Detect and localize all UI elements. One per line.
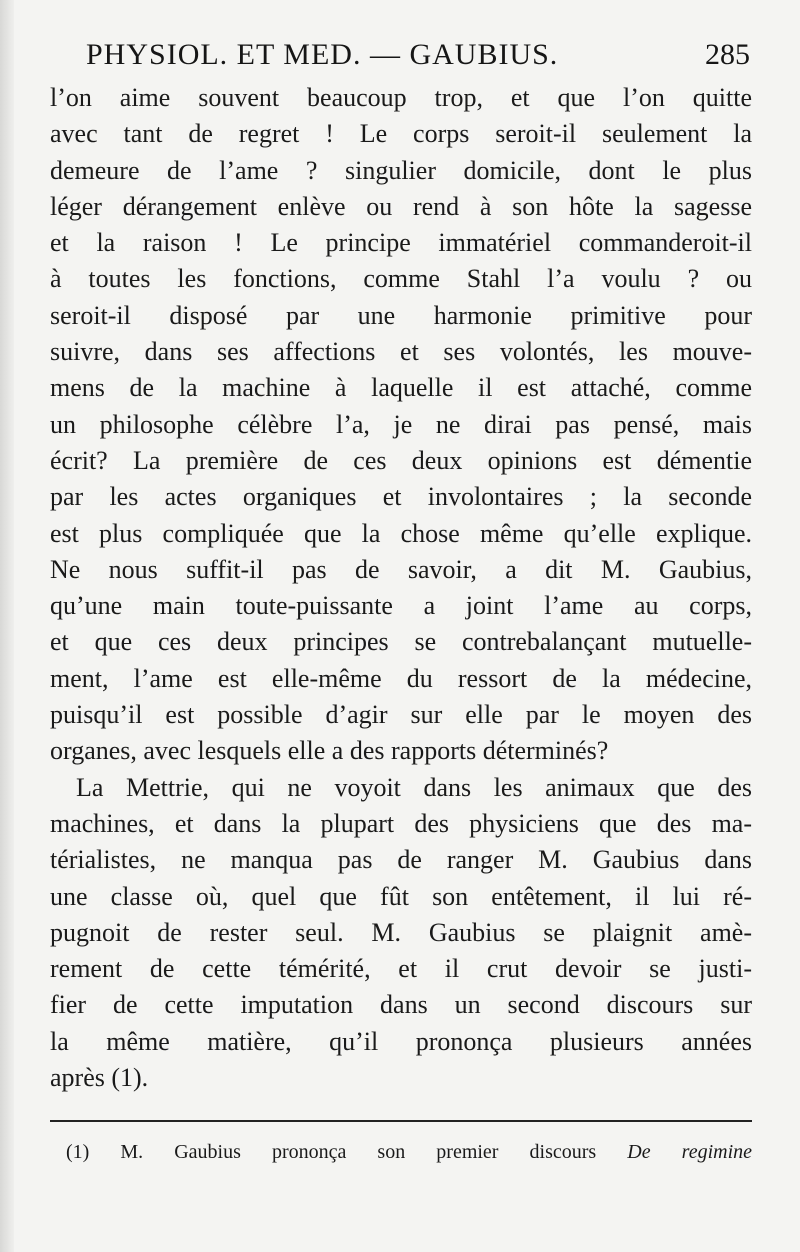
text-line: après (1).	[50, 1063, 149, 1093]
page-number: 285	[705, 38, 750, 71]
text-line: machines, et dans la plupart des physiciens que des ma-	[50, 808, 752, 838]
text-line: ment, l’ame est elle-même du ressort de la médecine,	[50, 663, 752, 693]
footnote	[66, 1138, 752, 1166]
text-line: demeure de l’ame ? singulier domicile, dont le plus	[50, 155, 752, 185]
footnote-text: (1) M. Gaubius prononça son premier discours	[66, 1141, 628, 1163]
footnote-rule	[50, 1120, 752, 1122]
running-head: PHYSIOL. ET MED. — GAUBIUS.	[86, 38, 559, 71]
text-line: térialistes, ne manqua pas de ranger M. Gaubius dans	[50, 845, 752, 875]
text-line: seroit-il disposé par une harmonie primitive pour	[50, 300, 752, 330]
text-line: une classe où, quel que fût son entêtement, il lui ré-	[50, 881, 752, 911]
text-line: mens de la machine à laquelle il est attaché, comme	[50, 373, 752, 403]
text-line: la même matière, qu’il prononça plusieurs années	[50, 1026, 752, 1056]
body-text	[50, 80, 752, 1096]
text-line: rement de cette témérité, et il crut devoir se justi-	[50, 954, 752, 984]
page-gutter-shadow	[0, 0, 14, 1252]
text-line: est plus compliquée que la chose même qu’elle explique.	[50, 518, 752, 548]
text-line: puisqu’il est possible d’agir sur elle par le moyen des	[50, 700, 752, 730]
text-line: l’on aime souvent beaucoup trop, et que l’on quitte	[50, 83, 752, 112]
text-line: qu’une main toute-puissante a joint l’ame au corps,	[50, 591, 752, 621]
text-line: à toutes les fonctions, comme Stahl l’a voulu ? ou	[50, 264, 752, 294]
text-line: suivre, dans ses affections et ses volontés, les mouve-	[50, 337, 752, 367]
text-line: fier de cette imputation dans un second discours sur	[50, 990, 752, 1020]
text-line: Ne nous suffit-il pas de savoir, a dit M. Gaubius,	[50, 554, 752, 584]
text-line: et la raison ! Le principe immatériel commanderoit-il	[50, 228, 752, 258]
text-line: par les actes organiques et involontaires ; la seconde	[50, 482, 752, 512]
footnote-italic-title: De regimine	[627, 1141, 753, 1163]
text-line: avec tant de regret ! Le corps seroit-il seulement la	[50, 119, 752, 149]
paragraph-start-line: La Mettrie, qui ne voyoit dans les animaux que des	[76, 772, 752, 802]
text-line: organes, avec lesquels elle a des rapports déterminés?	[50, 736, 609, 766]
text-line: pugnoit de rester seul. M. Gaubius se plaignit amè-	[50, 917, 752, 947]
text-line: léger dérangement enlève ou rend à son hôte la sagesse	[50, 191, 752, 221]
page-header	[50, 38, 752, 78]
text-line: un philosophe célèbre l’a, je ne dirai pas pensé, mais	[50, 409, 752, 439]
text-line: écrit? La première de ces deux opinions est démentie	[50, 445, 752, 475]
text-line: et que ces deux principes se contrebalançant mutuelle-	[50, 627, 752, 657]
